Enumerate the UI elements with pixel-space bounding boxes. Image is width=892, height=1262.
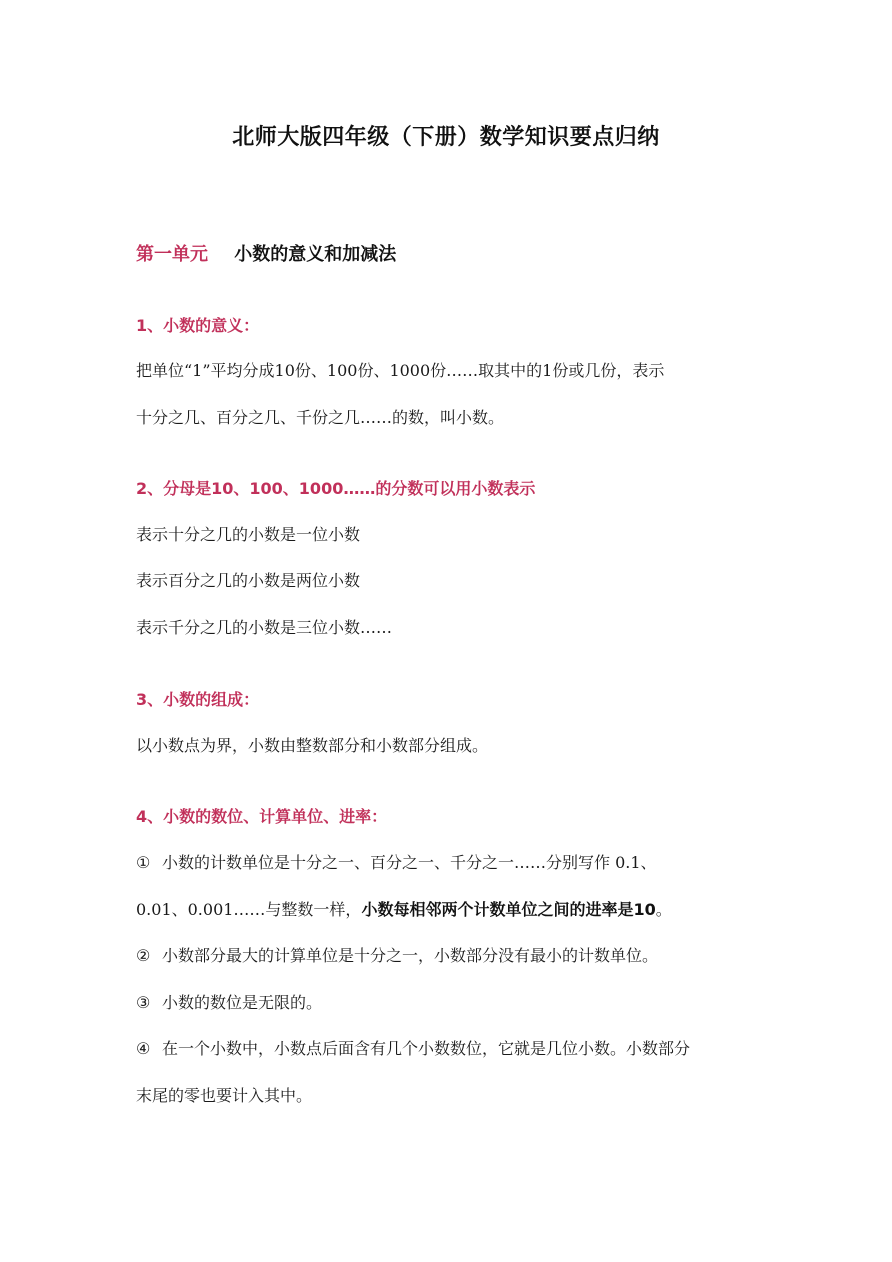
section-heading-2: 2、分母是10、100、1000……的分数可以用小数表示 (136, 479, 536, 498)
list-item-3 (136, 990, 776, 1013)
section-3-line-1: 以小数点为界，小数由整数部分和小数部分组成。 (136, 736, 489, 755)
section-2-line-2: 表示百分之几的小数是两位小数 (136, 571, 361, 590)
list-marker: ② (136, 946, 151, 965)
list-item-4-continued (136, 1083, 776, 1106)
section-heading-1: 1、小数的意义： (136, 316, 260, 335)
list-item-text: 在一个小数中，小数点后面含有几个小数数位，它就是几位小数。小数部分 (162, 1039, 691, 1058)
list-marker: ③ (136, 993, 151, 1012)
list-item-1-continued (136, 897, 776, 920)
list-item-2 (136, 943, 776, 966)
section-heading-4: 4、小数的数位、计算单位、进率： (136, 807, 388, 826)
list-item-1 (136, 850, 776, 873)
unit-heading (136, 240, 396, 266)
document-title: 北师大版四年级（下册）数学知识要点归纳 (232, 125, 660, 150)
list-item-4 (136, 1036, 776, 1059)
list-marker: ① (136, 853, 151, 872)
list-item-text: 小数部分最大的计算单位是十分之一，小数部分没有最小的计数单位。 (162, 946, 659, 965)
list-item-text: 小数的计数单位是十分之一、百分之一、千分之一……分别写作 0.1、 (162, 853, 657, 872)
emphasis-text: 小数每相邻两个计数单位之间的进率是10 (361, 900, 656, 919)
unit-name: 小数的意义和加减法 (234, 244, 397, 265)
section-1-line-1: 把单位“1”平均分成10份、100份、1000份……取其中的1份或几份，表示 (136, 361, 665, 380)
unit-number: 第一单元 (136, 244, 208, 265)
section-2-line-1: 表示十分之几的小数是一位小数 (136, 525, 361, 544)
list-item-text: 0.01、0.001……与整数一样， (136, 900, 362, 919)
section-1-line-2: 十分之几、百分之几、千份之几……的数，叫小数。 (136, 408, 505, 427)
list-marker: ④ (136, 1039, 151, 1058)
section-2-line-3: 表示千分之几的小数是三位小数…… (136, 618, 393, 637)
list-item-tail: 。 (655, 900, 672, 919)
list-item-text: 末尾的零也要计入其中。 (136, 1086, 313, 1105)
list-item-text: 小数的数位是无限的。 (162, 993, 323, 1012)
section-heading-3: 3、小数的组成： (136, 690, 260, 709)
